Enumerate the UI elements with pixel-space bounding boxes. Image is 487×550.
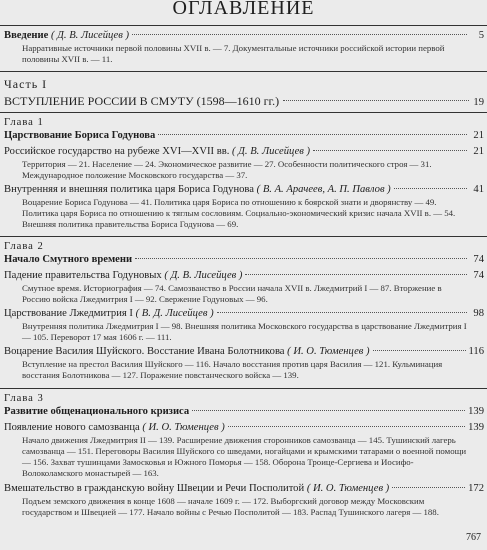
section-author: ( И. О. Тюменцев ) <box>306 483 390 494</box>
section-author: ( И. О. Тюменцев ) <box>142 422 225 433</box>
dot-leader <box>245 273 467 275</box>
section-author: ( Д. В. Лисейцев ) <box>232 146 311 157</box>
toc-entry-chapter[interactable] <box>4 406 484 420</box>
dot-leader <box>228 425 465 427</box>
section-author: ( Д. В. Лисейцев ) <box>164 270 243 281</box>
toc-entry-section[interactable] <box>4 270 484 284</box>
dot-leader <box>135 257 467 259</box>
toc-entry-section[interactable] <box>4 308 484 322</box>
part-label: Часть I <box>4 77 48 91</box>
section-desc: Воцарение Бориса Годунова — 41. Политика царя Бориса по отношению к боярской знати и дворянству — 49. Политика царя Бориса по отношению к тяглым сословиям. Социально-экономический кризис начала XVII в. — 54. Внешняя политика правительства Бориса Годунова — 69. <box>22 197 456 229</box>
section-title: Внутренняя и внешняя политика царя Бориса Годунова <box>4 184 254 195</box>
section-desc: Вступление на престол Василия Шуйского — 116. Начало восстания против царя Василия — 121. Кульминация восстания Болотникова — 127. Поражение повстанческого войска — 139. <box>22 359 443 380</box>
section-title: Воцарение Василия Шуйского. Восстание Ивана Болотникова <box>4 346 285 357</box>
intro-page: 5 <box>478 30 484 41</box>
title-divider <box>0 25 487 26</box>
section-title: Царствование Лжедмитрия I <box>4 308 133 319</box>
dot-leader <box>158 133 467 135</box>
dot-leader <box>192 409 465 411</box>
section-desc: Начало движения Лжедмитрия II — 139. Расширение движения сторонников самозванца — 145. Тушинский лагерь самозванца — 151. Переговоры Василия Шуйского со шведами, ногайцами и крымскими татарами о военной помощи — 156. Захват тушинцами Замосковья и Южного Поморья — 158. Оборона Троице-Сергиева и Иосифо-Волоколамского монастырей — 163. <box>22 435 467 478</box>
toc-entry-section[interactable] <box>4 422 484 436</box>
toc-entry-section[interactable] <box>4 184 484 198</box>
section-title: Падение правительства Годуновых <box>4 270 162 281</box>
section-title: Российское государство на рубеже XVI—XVII вв. <box>4 146 230 157</box>
section-divider <box>0 71 487 72</box>
page-number: 767 <box>466 532 481 543</box>
toc-entry-part[interactable] <box>4 94 484 109</box>
section-title: Появление нового самозванца <box>4 422 140 433</box>
section-page: 172 <box>468 483 484 494</box>
intro-label: Введение <box>4 30 49 41</box>
intro-author: ( Д. В. Лисейцев ) <box>50 30 130 41</box>
section-author: ( В. А. Арачеев, А. П. Павлов ) <box>256 184 391 195</box>
chapter-label: Глава 1 <box>4 117 44 128</box>
toc-entry-section[interactable] <box>4 146 484 160</box>
intro-desc: Нарративные источники первой половины XVII в. — 7. Документальные источники российской истории первой половины XVII в. — 11. <box>22 43 445 64</box>
page-title: ОГЛАВЛЕНИЕ <box>172 0 315 19</box>
section-page: 139 <box>468 422 484 433</box>
chapter-title: Развитие общенационального кризиса <box>4 406 190 417</box>
dot-leader <box>313 149 467 151</box>
section-author: ( В. Д. Лисейцев ) <box>135 308 214 319</box>
section-divider <box>0 388 487 389</box>
chapter-label: Глава 3 <box>4 393 44 404</box>
part-title: ВСТУПЛЕНИЕ РОССИИ В СМУТУ (1598—1610 гг.) <box>4 94 280 108</box>
dot-leader <box>283 99 469 101</box>
section-page: 116 <box>468 346 484 357</box>
section-title: Вмешательство в гражданскую войну Швеции и Речи Посполитой <box>4 483 305 494</box>
section-page: 74 <box>473 270 484 281</box>
section-desc: Смутное время. Историография — 74. Самозванство в России начала XVII в. Лжедмитрий I — 87. Вторжение в Россию войска Лжедмитрия I — 92. Свержение Годуновых — 96. <box>22 283 442 304</box>
toc-entry-section[interactable] <box>4 346 484 360</box>
chapter-title: Начало Смутного времени <box>4 254 133 265</box>
section-page: 98 <box>473 308 484 319</box>
chapter-title: Царствование Бориса Годунова <box>4 130 156 141</box>
section-page: 41 <box>473 184 484 195</box>
toc-entry-chapter[interactable] <box>4 130 484 144</box>
toc-entry-chapter[interactable] <box>4 254 484 268</box>
section-desc: Подъем земского движения в конце 1608 — начале 1609 г. — 172. Выборгский договор между Московским государством и Швецией — 177. Начало войны с Речью Посполитой — 183. Распад Тушинского лагеря — 188. <box>22 496 439 517</box>
section-author: ( И. О. Тюменцев ) <box>287 346 370 357</box>
toc-entry-intro[interactable] <box>4 30 484 44</box>
section-divider <box>0 236 487 237</box>
part-page: 19 <box>473 97 484 108</box>
section-divider <box>0 112 487 113</box>
section-desc: Территория — 21. Население — 24. Экономическое развитие — 27. Особенности политического строя — 31. Международное положение Московского государства — 37. <box>22 159 432 180</box>
dot-leader <box>392 486 465 488</box>
chapter-page: 74 <box>473 254 484 265</box>
dot-leader <box>132 33 467 35</box>
dot-leader <box>394 187 467 189</box>
toc-entry-section[interactable] <box>4 483 484 497</box>
section-page: 21 <box>473 146 484 157</box>
chapter-page: 139 <box>468 406 484 417</box>
chapter-label: Глава 2 <box>4 241 44 252</box>
chapter-page: 21 <box>473 130 484 141</box>
dot-leader <box>217 311 467 313</box>
section-desc: Внутренняя политика Лжедмитрия I — 98. Внешняя политика Московского государства в царствование Лжедмитрия I — 105. Переворот 17 мая 1606 г. — 111. <box>22 321 467 342</box>
dot-leader <box>373 349 466 351</box>
